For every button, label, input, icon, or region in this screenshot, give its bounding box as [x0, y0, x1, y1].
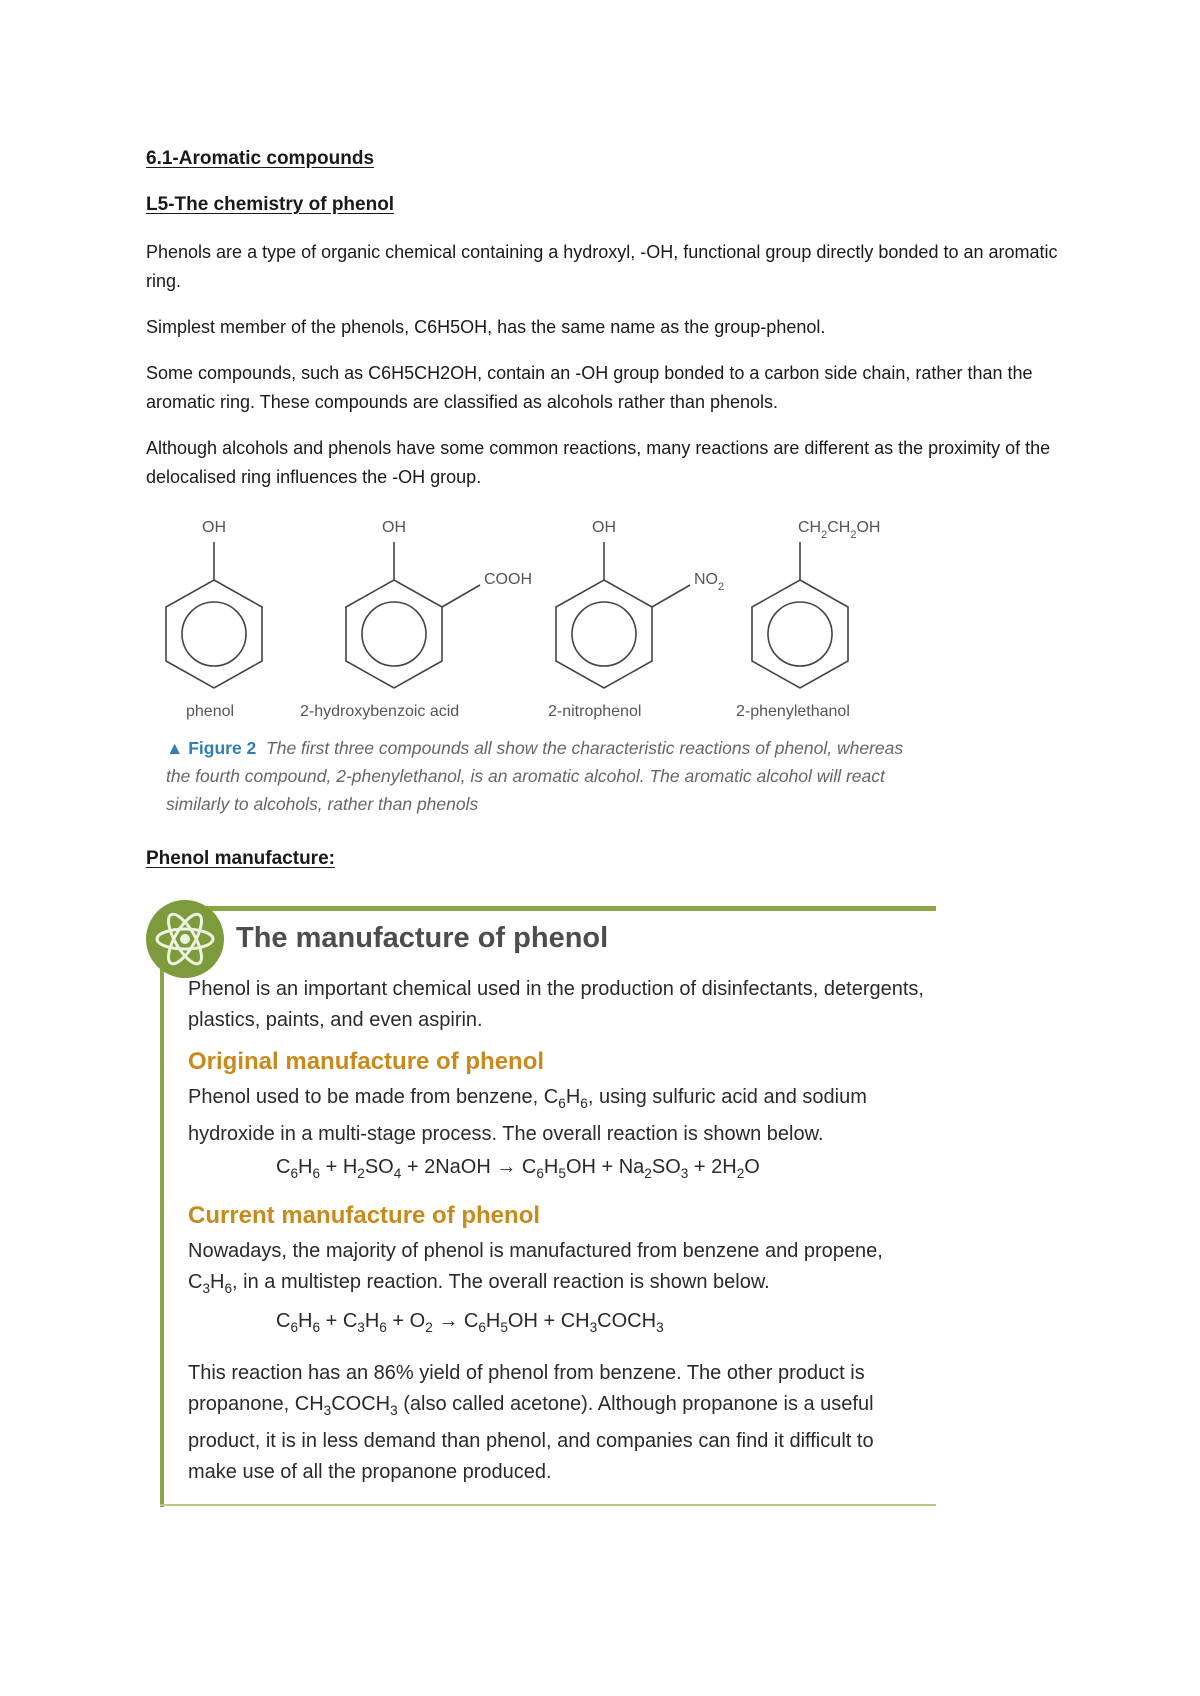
- box-left-rule: [160, 960, 164, 1507]
- box-title: The manufacture of phenol: [236, 922, 609, 954]
- section-heading-manufacture: Phenol manufacture:: [146, 848, 335, 869]
- hydroxybenzoic-acid-structure: [346, 542, 480, 688]
- benzene-formula: $C_6H_6$: [543, 1086, 588, 1111]
- triangle-icon: ▲: [166, 738, 184, 758]
- manufacture-box: [146, 900, 936, 1507]
- current-heading: Current manufacture of phenol: [188, 1202, 541, 1229]
- hydroxybenzoic-acid-name: 2-hydroxybenzoic acid: [300, 703, 460, 720]
- structures-svg: [150, 508, 910, 738]
- current-text-a: Nowadays, the majority of phenol is manufactured from benzene and propene,: [188, 1240, 883, 1262]
- phenylethanol-structure: [752, 542, 848, 688]
- original-heading: Original manufacture of phenol: [188, 1048, 545, 1075]
- paragraph-reactions: Although alcohols and phenols have some common reactions, many reactions are different as the proximity of the delocalised ring influences the -OH group.: [146, 438, 1051, 487]
- current-equation: $C_6H_6 + C_3H_6 + O_2 \to C_6H_5OH$ + $CH_3COCH_3$: [276, 1310, 664, 1335]
- phenol-oh-label: OH: [202, 519, 226, 536]
- current-text: [188, 1236, 928, 1304]
- paragraph-phenol-definition: Phenols are a type of organic chemical containing a hydroxyl, -OH, functional group directly bonded to an aromatic ring.: [146, 242, 1058, 291]
- phenylethanol-name: 2-phenylethanol: [736, 703, 850, 720]
- lesson-heading: L5-The chemistry of phenol: [146, 194, 395, 215]
- figure-label: Figure 2: [188, 738, 257, 758]
- propanone-formula: $CH_3COCH_3$: [294, 1393, 398, 1418]
- yield-text-b: (also called acetone). Although propanone is a useful product, it is in less demand than phenol, and companies can find it difficult to make use of all the propanone produced.: [188, 1393, 874, 1483]
- box-bottom-rule: [160, 1504, 936, 1506]
- phenol-structure: [166, 542, 262, 688]
- original-text-a: Phenol used to be made from benzene,: [188, 1086, 544, 1108]
- nitrophenol-name: 2-nitrophenol: [548, 703, 642, 720]
- box-top-rule: [186, 906, 936, 911]
- page-heading: 6.1-Aromatic compounds: [146, 148, 375, 169]
- box-intro: Phenol is an important chemical used in the production of disinfectants, detergents, plastics, paints, and even aspirin.: [188, 978, 924, 1031]
- nitrophenol-oh-label: OH: [592, 519, 616, 536]
- propene-formula: $C_3H_6$: [188, 1271, 233, 1296]
- atom-icon: [146, 900, 224, 978]
- ch2ch2oh-label: $CH_2CH_2OH$: [798, 519, 881, 541]
- paragraph-alcohols: Some compounds, such as C6H5CH2OH, contain an -OH group bonded to a carbon side chain, rather than the aromatic ring. These compounds are classified as alcohols rather than phenols.: [146, 363, 1033, 412]
- original-text: [188, 1082, 928, 1150]
- yield-text: [188, 1358, 928, 1488]
- yield-text-a: This reaction has an 86% yield of phenol from benzene. The other product is propanone,: [188, 1362, 865, 1415]
- original-equation: $C_6H_6 + H_2SO_4$ + 2NaOH → $C_6H_5OH + Na_2SO_3 + 2H_2O$: [276, 1156, 760, 1181]
- figure-caption: [166, 734, 906, 818]
- nitrophenol-structure: [556, 542, 690, 688]
- hydroxybenzoic-oh-label: OH: [382, 519, 406, 536]
- paragraph-simplest-phenol: Simplest member of the phenols, C6H5OH, has the same name as the group-phenol.: [146, 317, 826, 337]
- figure-caption-text: The first three compounds all show the characteristic reactions of phenol, whereas the fourth compound, 2-phenylethanol, is an aromatic alcohol. The aromatic alcohol will react similarly to alcohols, rather than phenols: [166, 738, 904, 814]
- cooh-label: COOH: [484, 571, 532, 588]
- original-text-b: , using sulfuric acid and sodium hydroxide in a multi-stage process. The overall reaction is shown below.: [188, 1086, 867, 1145]
- no2-label: $NO_2$: [694, 571, 725, 593]
- current-text-b: , in a multistep reaction. The overall reaction is shown below.: [232, 1271, 770, 1293]
- phenol-name: phenol: [186, 703, 235, 720]
